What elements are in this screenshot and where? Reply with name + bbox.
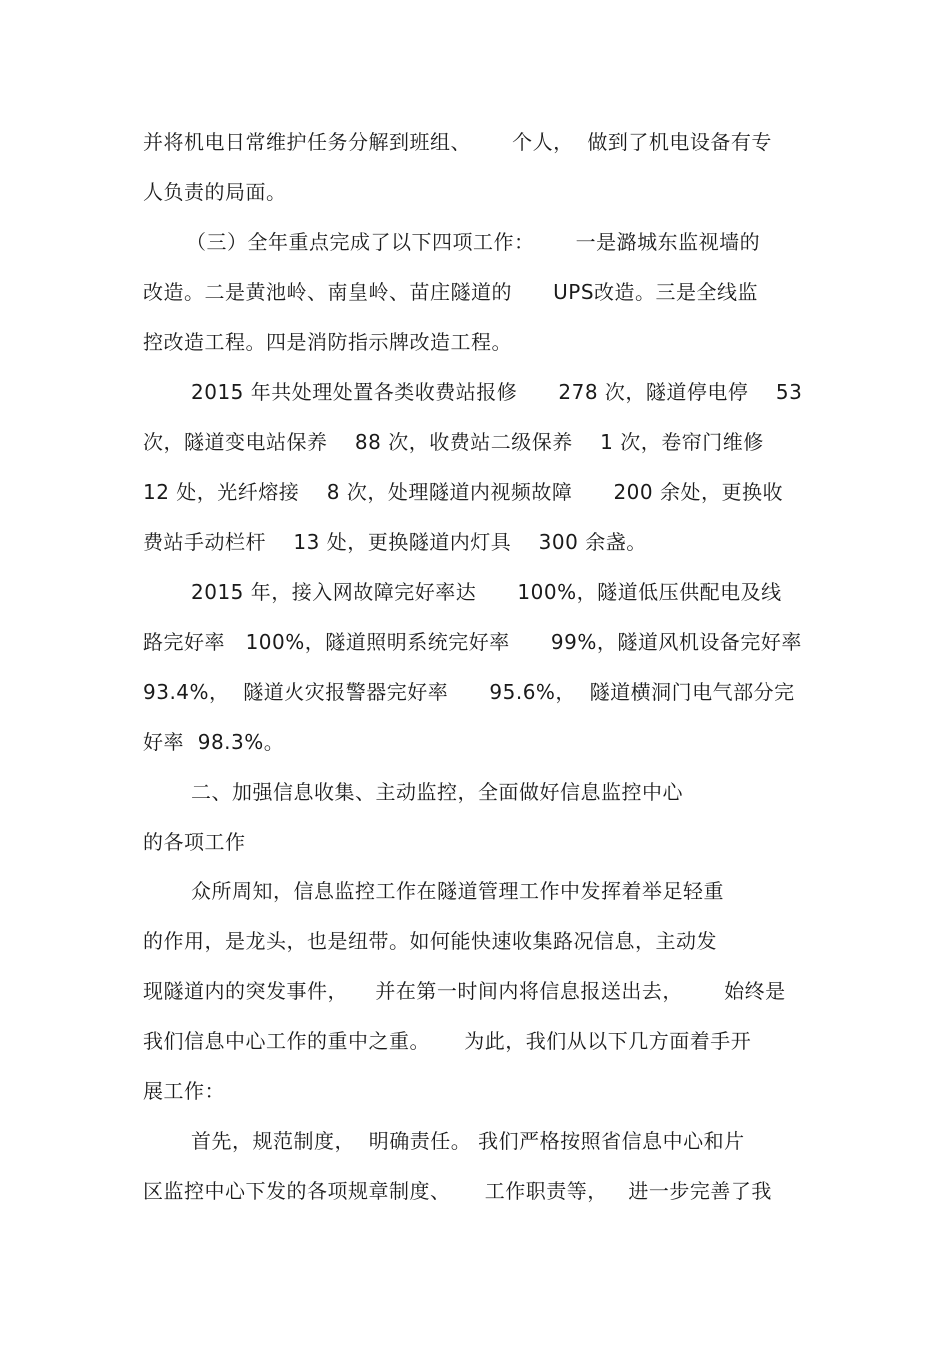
text-line: 人负责的局面。 <box>143 180 287 204</box>
text-line: 好率 98.3%。 <box>143 730 285 754</box>
text-line: 2015 年共处理处置各类收费站报修 278 次，隧道停电停 53 <box>191 380 803 404</box>
text-line: 控改造工程。四是消防指示牌改造工程。 <box>143 330 512 354</box>
text-line: 改造。二是黄池岭、南皇岭、苗庄隧道的 UPS改造。三是全线监 <box>143 280 759 304</box>
text-line: 费站手动栏杆 13 处，更换隧道内灯具 300 余盏。 <box>143 530 647 554</box>
text-line: 2015 年，接入网故障完好率达 100%，隧道低压供配电及线 <box>191 580 782 604</box>
text-line: 路完好率 100%，隧道照明系统完好率 99%，隧道风机设备完好率 <box>143 630 802 654</box>
text-line: 展工作： <box>143 1079 225 1103</box>
text-line: 93.4%， 隧道火灾报警器完好率 95.6%， 隧道横洞门电气部分完 <box>143 680 795 704</box>
text-line: 次，隧道变电站保养 88 次，收费站二级保养 1 次，卷帘门维修 <box>143 430 764 454</box>
text-line: 众所周知，信息监控工作在隧道管理工作中发挥着举足轻重 <box>191 879 724 903</box>
text-line: 12 处，光纤熔接 8 次，处理隧道内视频故障 200 余处，更换收 <box>143 480 783 504</box>
text-line: 区监控中心下发的各项规章制度、 工作职责等， 进一步完善了我 <box>143 1179 772 1203</box>
text-line: 现隧道内的突发事件， 并在第一时间内将信息报送出去， 始终是 <box>143 979 786 1003</box>
section-heading: 二、加强信息收集、主动监控，全面做好信息监控中心 <box>191 780 683 804</box>
section-heading-continued: 的各项工作 <box>143 830 246 854</box>
text-line: 的作用，是龙头，也是纽带。如何能快速收集路况信息，主动发 <box>143 929 717 953</box>
text-line: 首先，规范制度， 明确责任。 我们严格按照省信息中心和片 <box>191 1129 745 1153</box>
text-line: 我们信息中心工作的重中之重。 为此，我们从以下几方面着手开 <box>143 1029 752 1053</box>
text-line: 并将机电日常维护任务分解到班组、 个人， 做到了机电设备有专 <box>143 130 772 154</box>
text-line: （三）全年重点完成了以下四项工作： 一是潞城东监视墙的 <box>186 230 761 254</box>
